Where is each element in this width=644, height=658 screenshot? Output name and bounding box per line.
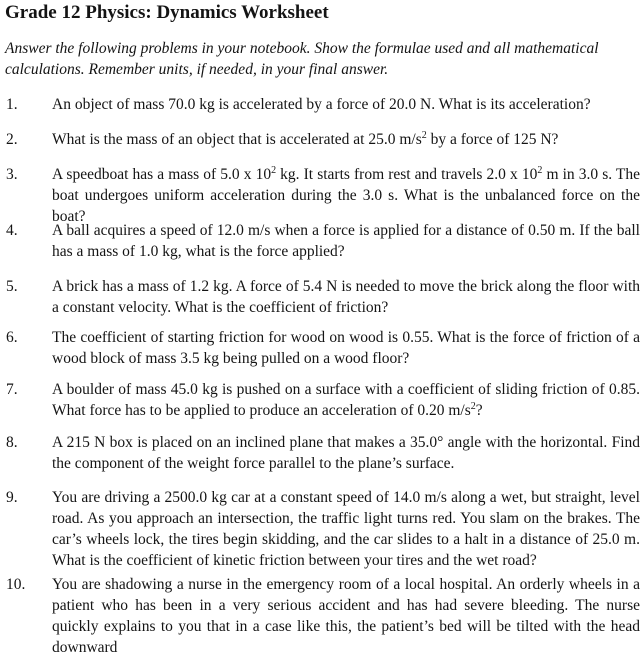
question-number: 9. — [6, 489, 18, 506]
question-text: You are shadowing a nurse in the emergency room of a local hospital. An orderly wheels in a patient who has been in a very serious accident and has had severe bleeding. The nurse quickly explains to you that in a case like this, the patient’s bed will be tilted with the head downward — [52, 576, 640, 656]
question-text: The coefficient of starting friction for wood on wood is 0.55. What is the force of friction of a wood block of mass 3.5 kg being pulled on a wood floor? — [52, 329, 640, 367]
superscript: 2 — [271, 165, 277, 176]
superscript: 2 — [421, 130, 427, 141]
worksheet-title: Grade 12 Physics: Dynamics Worksheet — [5, 2, 329, 23]
superscript: 2 — [537, 165, 543, 176]
question-number: 8. — [6, 434, 18, 451]
question-number: 4. — [6, 222, 18, 239]
question-number: 7. — [6, 381, 18, 398]
question-number: 6. — [6, 329, 18, 346]
question-text: A ball acquires a speed of 12.0 m/s when a force is applied for a distance of 0.50 m. If the ball has a mass of 1.0 kg, what is the force applied? — [52, 222, 640, 260]
question-number: 2. — [6, 131, 18, 148]
question-text: A brick has a mass of 1.2 kg. A force of 5.4 N is needed to move the brick along the floor with a constant velocity. What is the coefficient of friction? — [52, 278, 640, 316]
question-number: 5. — [6, 278, 18, 295]
question-text: You are driving a 2500.0 kg car at a constant speed of 14.0 m/s along a wet, but straight, level road. As you approach an intersection, the traffic light turns red. You slam on the brakes. The car’s wheels lock, the tires begin skidding, and the car slides to a halt in a distance of 25.0 m. What is the coefficient of kinetic friction between your tires and the wet road? — [52, 489, 640, 569]
question-text: What is the mass of an object that is accelerated at 25.0 $m/s^2$ by a force of 125 N? — [52, 130, 559, 148]
question-number: 1. — [6, 96, 18, 113]
question-text: A boulder of mass 45.0 kg is pushed on a surface with a coefficient of sliding friction of 0.85. What force has to be applied to produce an acceleration of 0.20 $m/s^2$? — [52, 381, 640, 419]
worksheet-instructions: Answer the following problems in your notebook. Show the formulae used and all mathematical calculations. Remember units, if needed, in your final answer. — [5, 40, 599, 78]
question-text: A 215 N box is placed on an inclined plane that makes a 35.0° angle with the horizontal. Find the component of the weight force parallel to the plane’s surface. — [52, 434, 640, 472]
question-number: 10. — [6, 576, 26, 593]
superscript: 2 — [470, 401, 476, 412]
question-number: 3. — [6, 166, 18, 183]
question-text: A speedboat has a mass of 5.0 x $10^2$ kg. It starts from rest and travels 2.0 x $10^2$ m in 3.0 s. The boat undergoes uniform acceleration during the 3.0 s. What is the unbalanced force on the boat? — [52, 165, 641, 225]
question-text: An object of mass 70.0 kg is accelerated by a force of 20.0 N. What is its acceleration? — [52, 96, 591, 113]
